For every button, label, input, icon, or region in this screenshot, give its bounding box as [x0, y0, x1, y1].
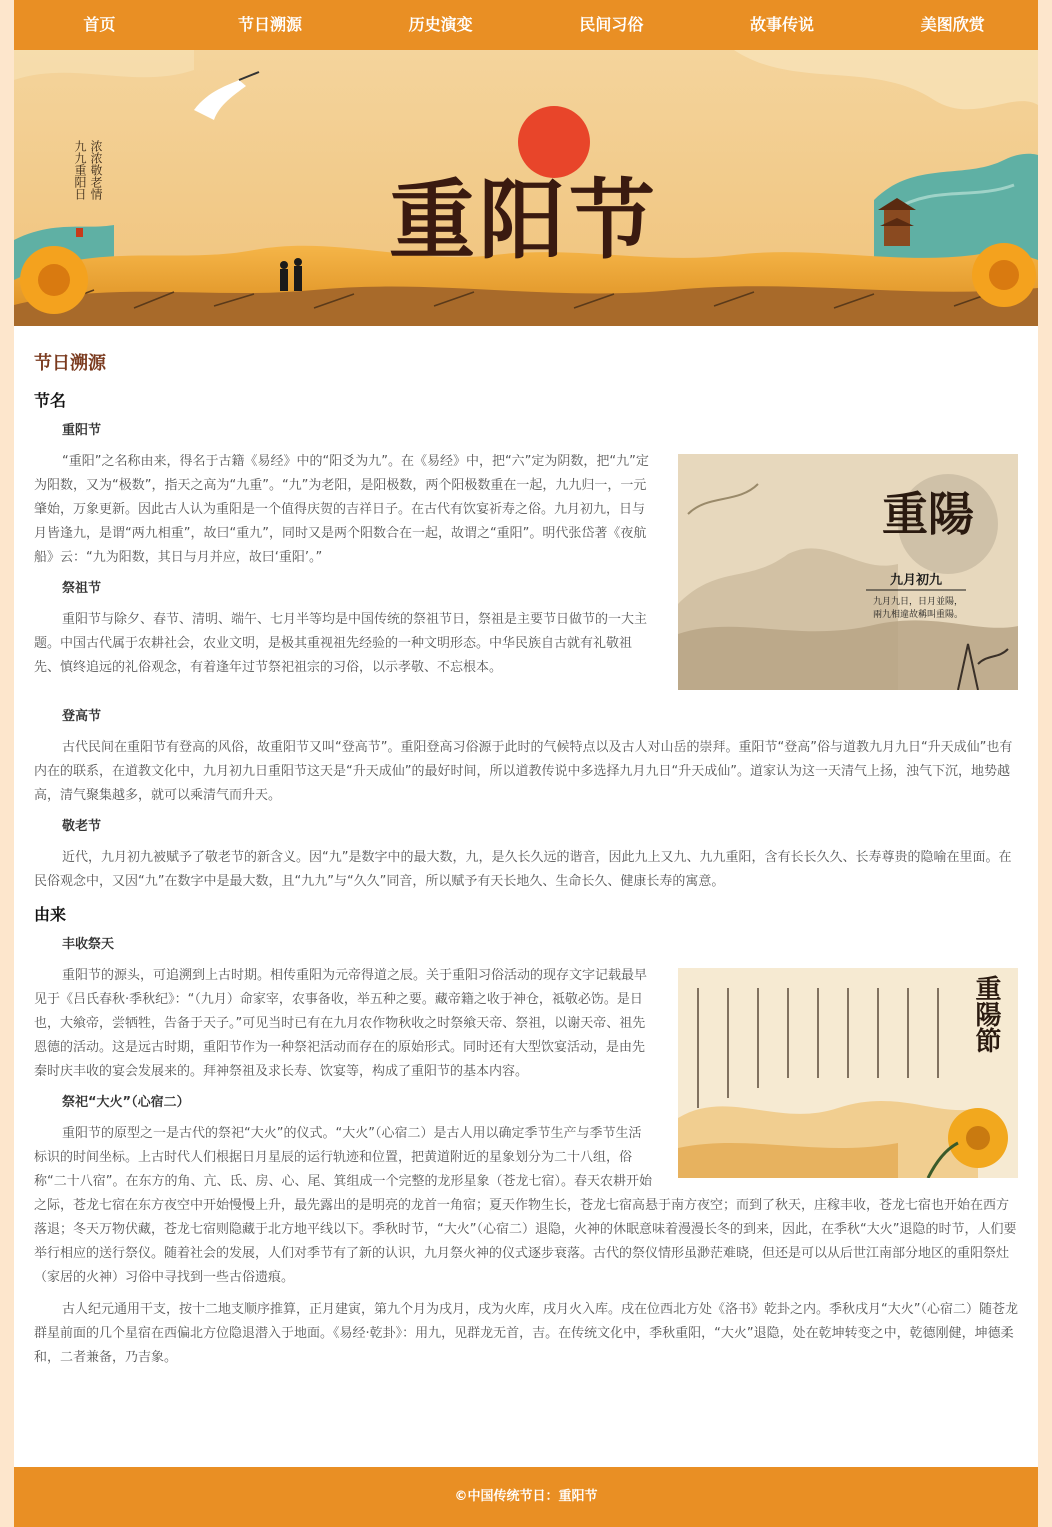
item-text-dahuo: 重阳节的原型之一是古代的祭祀“大火”的仪式。“大火”（心宿二）是古人用以确定季节生产与季节生活标识的时间坐标。上古时代人们根据日月星辰的运行轨迹和位置，把黄道附近的星象划分为二十八组，俗称“二十八宿”。在东方的角、亢、氐、房、心、尾、箕组成一个完整的龙形星象（苍龙七宿）。春天农耕开始之际，苍龙七宿在东方夜空中开始慢慢上升，最先露出的是明亮的龙首一角宿；夏天作物生长，苍龙七宿高悬于南方夜空；而到了秋天，庄稼丰收，苍龙七宿也开始在西方落退；冬天万物伏藏，苍龙七宿则隐藏于北方地平线以下。季秋时节，“大火”（心宿二）退隐，火神的休眠意味着漫漫长冬的到来，因此，在季秋“大火”退隐的时节，人们要举行相应的送行祭仪。随着社会的发展，人们对季节有了新的认识，九月祭火神的仪式逐步衰落。古代的祭仪情形虽渺茫难晓，但还是可以从后世江南部分地区的重阳祭灶（家居的火神）习俗中寻找到一些古俗遗痕。: [34, 1126, 1017, 1285]
chrysanthemum-painting: [678, 968, 1018, 1178]
banner: [14, 50, 1038, 326]
fig1-line1: 九月九日，日月並陽，: [872, 597, 964, 607]
nav-home[interactable]: 首页: [83, 15, 116, 34]
nav-origin[interactable]: 节日溯源: [238, 15, 303, 34]
fig1-line2: 兩九相違故稱叫重陽。: [872, 610, 964, 620]
figure-chongyang-painting: [678, 454, 1018, 690]
section-title: 节日溯源: [34, 353, 106, 374]
top-nav: [14, 0, 1038, 50]
item-heading-denggao: 登高节: [62, 709, 102, 724]
nav-history[interactable]: 历史演变: [408, 15, 473, 34]
item-heading-dahuo: 祭祀“大火”（心宿二）: [62, 1095, 190, 1110]
origin-heading: 由来: [34, 905, 67, 924]
nav-gallery[interactable]: 美图欣赏: [920, 15, 985, 34]
page: [14, 0, 1038, 1527]
chongyang-painting: [678, 454, 1018, 690]
footer: ©中国传统节日：重阳节: [14, 1467, 1038, 1527]
item-text-chongyang: “重阳”之名称由来，得名于古籍《易经》中的“阳爻为九”。在《易经》中，把“六”定为阴数，把“九”定为阳数，又为“极数”，指天之高为“九重”。“九”为老阳，是阳极数，两个阳极数重在一起，九九归一，一元肇始，万象更新。因此古人认为重阳是一个值得庆贺的吉祥日子。在古代有饮宴祈寿之俗。九月初九，日与月皆逢九，是谓“两九相重”，故曰“重九”，同时又是两个阳数合在一起，故谓之“重阳”。明代张岱著《夜航船》云：“九为阳数，其日与月并应，故曰‘重阳’。”: [34, 454, 649, 565]
item-heading-fengshou: 丰收祭天: [62, 937, 115, 952]
banner-illustration: [14, 50, 1038, 326]
fig2-title: 重陽節: [971, 975, 1001, 1053]
item-text-jizu: 重阳节与除夕、春节、清明、端午、七月半等均是中国传统的祭祖节日，祭祖是主要节日做节的一大主题。中国古代属于农耕社会，农业文明，是极其重视祖先经验的一种文明形态。中华民族自古就有礼敬祖先、慎终追远的礼俗观念，有着逢年过节祭祀祖宗的习俗，以示孝敬、不忘根本。: [34, 612, 648, 675]
item-heading-jizu: 祭祖节: [62, 581, 102, 596]
nav-customs[interactable]: 民间习俗: [579, 15, 644, 34]
fig1-subtitle: 九月初九: [889, 573, 943, 588]
item-heading-chongyang: 重阳节: [62, 423, 102, 438]
item-text-ganzhi: 古人纪元通用干支，按十二地支顺序推算，正月建寅，第九个月为戌月，戌为火库，戌月火入库。戌在位西北方处《洛书》乾卦之内。季秋戌月“大火”（心宿二）随苍龙群星前面的几个星宿在西偏北方位隐退潜入于地面。《易经·乾卦》：用九，见群龙无首，吉。在传统文化中，季秋重阳，“大火”退隐，处在乾坤转变之中，乾德刚健，坤德柔和，二者兼备，乃吉象。: [34, 1302, 1018, 1365]
banner-poem-col1: 浓浓敬老情: [89, 140, 103, 200]
banner-poem-col2: 九九重阳日: [73, 140, 87, 200]
item-heading-jinglao: 敬老节: [62, 819, 102, 834]
item-text-jinglao: 近代，九月初九被赋予了敬老节的新含义。因“九”是数字中的最大数，九，是久长久远的谐音，因此九上又九、九九重阳，含有长长久久、长寿尊贵的隐喻在里面。在民俗观念中，又因“九”在数字中是最大数，且“九九”与“久久”同音，所以赋予有天长地久、生命长久、健康长寿的寓意。: [34, 850, 1012, 889]
main-content: [34, 350, 1018, 1378]
banner-title: 重阳节: [389, 170, 659, 271]
name-heading: 节名: [34, 391, 67, 410]
item-text-fengshou: 重阳节的源头，可追溯到上古时期。相传重阳为元帝得道之辰。关于重阳习俗活动的现存文字记载最早见于《吕氏春秋·季秋纪》：“（九月）命家宰，农事备收，举五种之要。藏帝籍之收于神仓，祗敬必饬。是日也，大飨帝，尝牺牲，告备于天子。”可见当时已有在九月农作物秋收之时祭飨天帝、祭祖，以谢天帝、祖先恩德的活动。这是远古时期，重阳节作为一种祭祀活动而存在的原始形式。同时还有大型饮宴活动，是由先秦时庆丰收的宴会发展来的。拜神祭祖及求长寿、饮宴等，构成了重阳节的基本内容。: [34, 968, 648, 1079]
nav-legends[interactable]: 故事传说: [750, 15, 815, 34]
figure-chrysanthemum-painting: [678, 968, 1018, 1178]
item-text-denggao: 古代民间在重阳节有登高的风俗，故重阳节又叫“登高节”。重阳登高习俗源于此时的气候特点以及古人对山岳的崇拜。重阳节“登高”俗与道教九月九日“升天成仙”也有内在的联系，在道教文化中，九月初九日重阳节这天是“升天成仙”的最好时间，所以道教传说中多选择九月九日“升天成仙”。道家认为这一天清气上扬，浊气下沉，地势越高，清气聚集越多，就可以乘清气而升天。: [34, 740, 1013, 803]
fig1-title: 重陽: [882, 487, 974, 541]
